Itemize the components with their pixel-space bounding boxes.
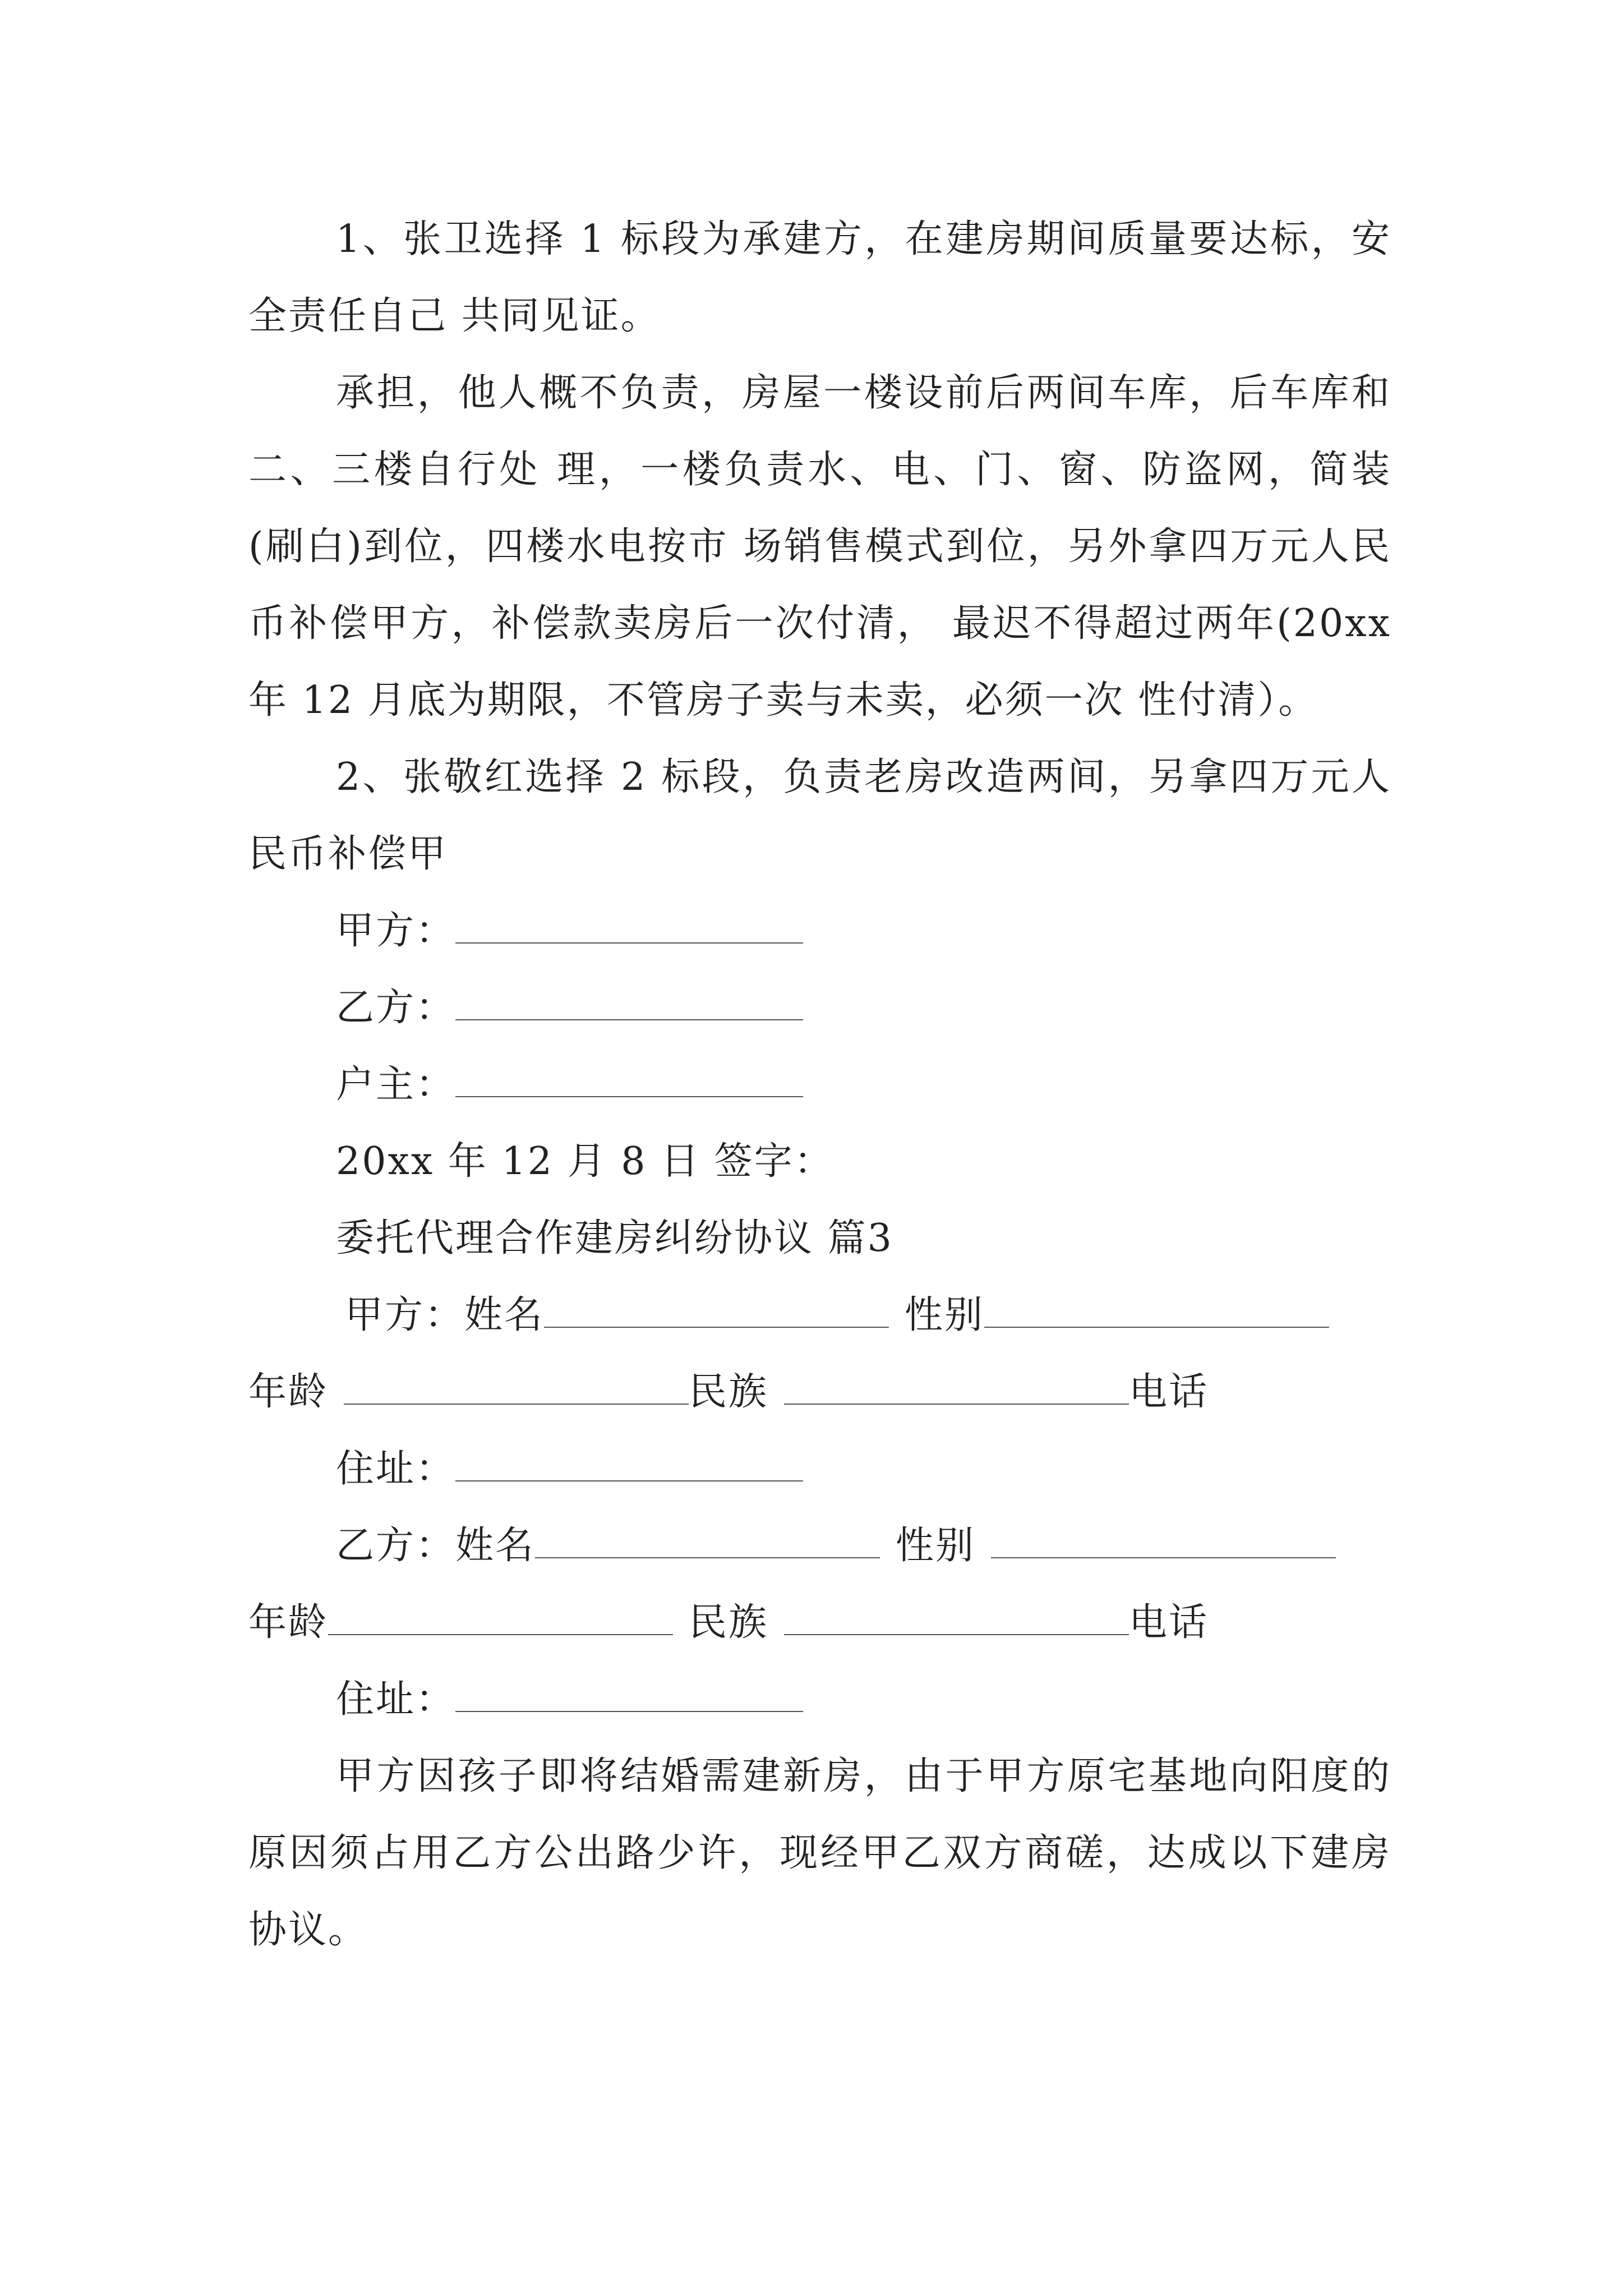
party-b-name-label: 姓名 [455, 1524, 536, 1568]
agreement-preamble: 甲方因孩子即将结婚需建新房，由于甲方原宅基地向阳度的原因须占用乙方公出路少许，现经甲乙双方商磋，达成以下建房协议。 [248, 1754, 1391, 1952]
party-a-age-row [248, 1354, 1391, 1430]
party-a-gender-blank [984, 1295, 1329, 1328]
signature-party-a-blank [455, 911, 803, 944]
document-body [248, 201, 1391, 1968]
party-b-ethnicity-label: 民族 [689, 1600, 769, 1645]
party-a-label: 甲方： [345, 1293, 465, 1337]
party-b-age-label: 年龄 [248, 1600, 329, 1645]
party-b-address-row [248, 1661, 1391, 1738]
party-a-phone-label: 电话 [1129, 1370, 1209, 1414]
party-b-ethnicity-blank [784, 1603, 1129, 1635]
party-a-age-label: 年龄 [248, 1370, 329, 1414]
party-b-gender-blank [991, 1526, 1336, 1558]
party-b-address-label: 住址： [336, 1677, 456, 1722]
party-a-address-label: 住址： [336, 1447, 456, 1491]
signature-owner [248, 1046, 1391, 1123]
party-b-address-blank [455, 1680, 803, 1712]
party-b-name-row [248, 1507, 1391, 1584]
party-b-age-row [248, 1584, 1391, 1661]
signature-owner-blank [455, 1065, 803, 1097]
signature-party-a [248, 892, 1391, 969]
party-b-age-blank [328, 1603, 673, 1635]
clause-1-continued: 承担，他人概不负责，房屋一楼设前后两间车库，后车库和二、三楼自行处 理，一楼负责水、电、门、窗、防盗网，简装(刷白)到位，四楼水电按市 场销售模式到位，另外拿四万元人民币补偿甲方，补偿款卖房后一次付清， 最迟不得超过两年(20xx 年 12 月底为期限，不管房子卖与未卖，必须一次 性付清）。 [248, 371, 1391, 723]
party-a-name-blank [544, 1295, 889, 1328]
signature-party-b-blank [455, 988, 803, 1020]
clause-1: 1、张卫选择 1 标段为承建方，在建房期间质量要达标，安全责任自己 共同见证。 [248, 217, 1391, 338]
party-a-ethnicity-blank [784, 1372, 1129, 1405]
party-b-name-blank [535, 1526, 880, 1558]
party-a-ethnicity-label: 民族 [689, 1370, 769, 1414]
party-a-address-blank [455, 1449, 803, 1481]
party-b-gender-label: 性别 [896, 1524, 976, 1568]
signature-owner-label: 户主： [336, 1062, 456, 1107]
party-a-address-row [248, 1430, 1391, 1507]
party-a-name-row [248, 1277, 1391, 1354]
party-a-gender-label: 性别 [905, 1293, 985, 1337]
party-a-name-label: 姓名 [464, 1293, 545, 1337]
signature-party-a-label: 甲方： [336, 909, 456, 953]
clause-2: 2、张敬红选择 2 标段，负责老房改造两间，另拿四万元人民币补偿甲 [248, 755, 1391, 876]
party-b-phone-label: 电话 [1129, 1600, 1209, 1645]
party-b-label: 乙方： [336, 1524, 456, 1568]
signature-date: 20xx 年 12 月 8 日 签字： [336, 1139, 834, 1184]
section-title: 委托代理合作建房纠纷协议 篇3 [336, 1216, 893, 1260]
party-a-age-blank [344, 1372, 689, 1405]
signature-party-b [248, 969, 1391, 1046]
signature-party-b-label: 乙方： [336, 986, 456, 1030]
